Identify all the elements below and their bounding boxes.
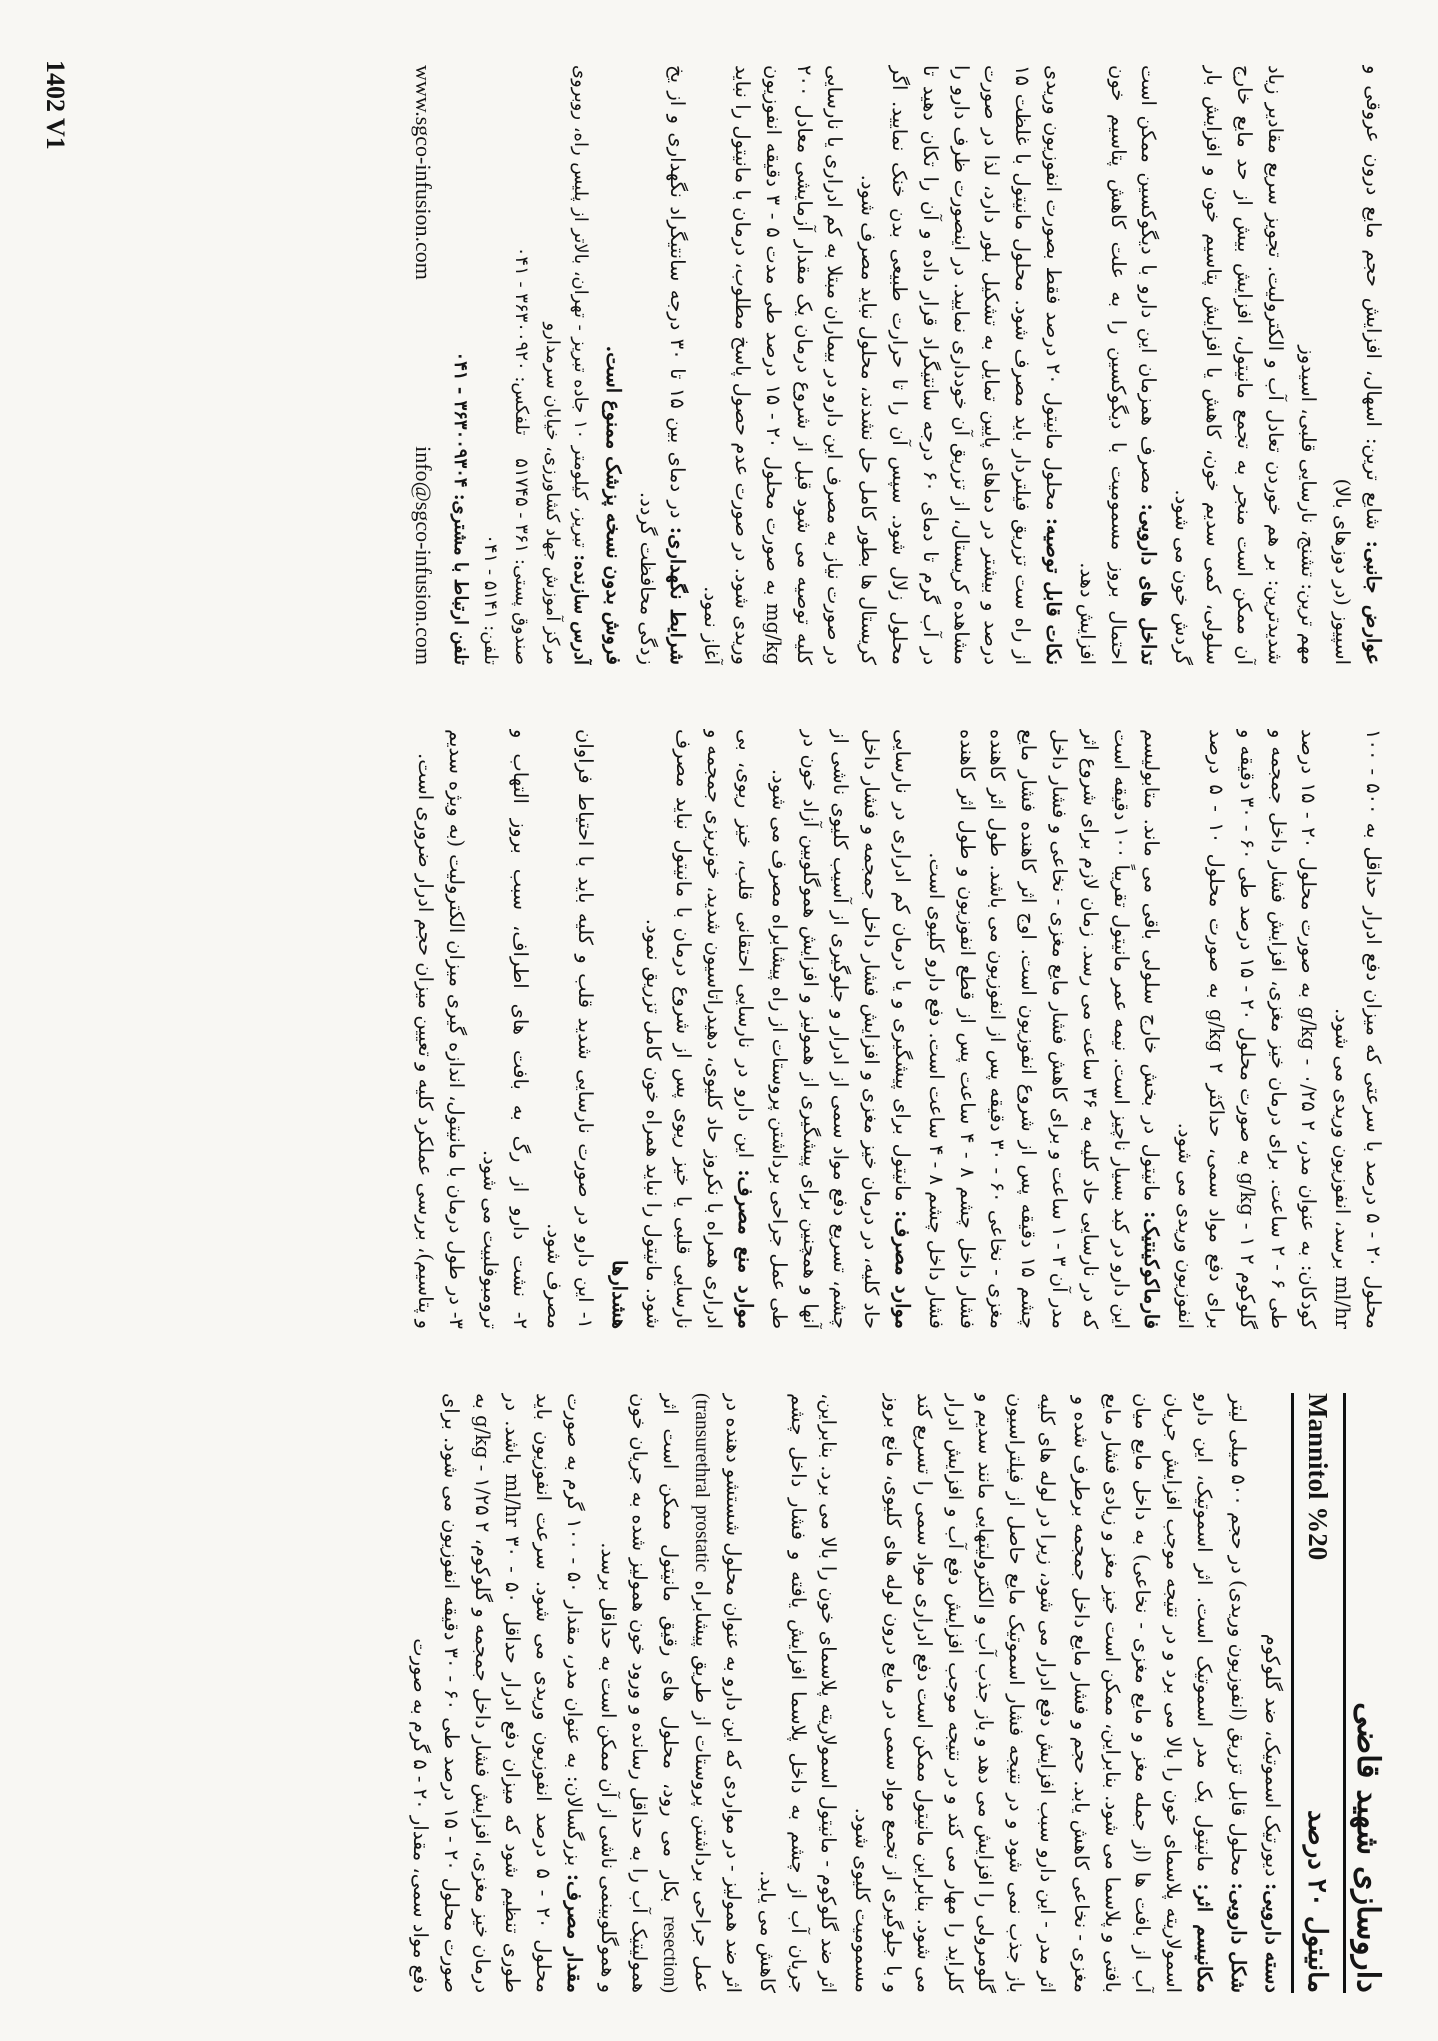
dosage-cont-p2: کودکان: به عنوان مدر، ۲ g/kg - ۰/۲۵ به صورت محلول ۲۰ - ۱۵ درصد طی ۶ - ۲ ساعت. برای درمان خیز مغزی، افزایش فشار داخل جمجمه و گلوکوم ۲ g/kg - ۱ به صورت محلول ۲۰ - ۱۵ درصد طی ۶۰ - ۳۰ دقیقه و برای دفع مواد سمی، حداکثر ۲ g/kg به صورت محلول ۱۰ - ۵ درصد انفوزیون وریدی می شود.: [1174, 729, 1321, 1329]
prescription-notice: فروش بدون نسخه پزشک ممنوع است.: [601, 345, 625, 665]
address-text: تبریز، کیلومتر ۱۰ جاده تبریز - تهران، بالاتر از پلیس راه، روبروی مرکز آموزش جهاد کشاورزی، خیابان سرمدارو: [542, 65, 592, 665]
fax: تلفکس: ۳۶۳۰۰۹۲۰ - ۰۴۱: [511, 246, 533, 436]
category-text: دیورتیک اسموتیک، ضد گلوکوم: [1260, 1633, 1284, 1877]
dosage-cont-p1: محلول ۲۰ - ۵ درصد با سرعتی که میزان دفع ادرار حداقل به ۵۰۰ - ۱۰۰ ml/hr برسد، انفوزیون وریدی می شود.: [1331, 729, 1385, 1329]
uses-text: مانیتول برای پیشگیری و یا درمان کم ادراری در نارسایی حاد کلیه، در درمان خیز مغزی و افزایش فشار داخل جمجمه و فشار داخل چشم، تسریع دفع مواد سمی از ادرار و جلوگیری از آسیب کلیوی ناشی از آنها و همچنین برای پیشگیری از همولیز و افزایش هموگلوبین آزاد خون در طی عمل جراحی برداشتن پروستات از راه پیشابراه مصرف می شود.: [767, 729, 915, 1329]
category-section: [1256, 1393, 1287, 1993]
notes-p1: محلول مانیتول ۲۰ درصد فقط بصورت انفوزیون وریدی از راه ست تزریق فیلتردار باید مصرف شود. محلول مانیتول با غلظت ۱۵ درصد و بیشتر در دماهای پایین تمایل به تشکیل بلور دارد، لذا در صورت مشاهده کریستال، از تزریق آن خودداری نمایید. در اینصورت ظرف دارو را در آب گرم تا دمای ۶۰ درجه سانتیگراد قرار داده و آن را تکان دهید تا محلول زلال شود. سپس آن را تا حرارت طبیعی بدن خنک نمایید. اگر کریستال ها بطور کامل حل نشدند، محلول نباید مصرف شود.: [857, 65, 1066, 665]
contraindications-text: این دارو در نارسایی احتقانی قلب، خیز ریوی، بی ادراری همراه با نکروز حاد کلیوی، دهیدراتاسیون شدید، خونریزی جمجمه و نارسایی قلبی یا خیز ریوی پس از شروع درمان با مانیتول نباید مصرف شود. مانیتول را نباید همراه خون کامل تزریق نمود.: [641, 729, 758, 1329]
version-label: 1402 V1: [41, 60, 70, 150]
contraindications-section: [637, 729, 760, 1329]
form-text: محلول قابل تزریق (انفوزیون وریدی) در حجم ۵۰۰ میلی لیتر: [1226, 1394, 1250, 1877]
column-3: [48, 65, 1388, 665]
drug-name-fa: مانیتول ۲۰ درصد: [1301, 1809, 1332, 1993]
side-effects-p2: مهم ترین: تشنج، نارسایی قلبی، اسیدوز: [1297, 345, 1321, 665]
header-rule: [1343, 1393, 1346, 1993]
mechanism-section: [1065, 1393, 1219, 1993]
pharmacokinetics-label: فارماکوکینتیک:: [1140, 1211, 1164, 1329]
side-effects-section: [1326, 65, 1388, 665]
dosage-label: مقدار مصرف:: [563, 1873, 587, 1993]
mechanism-p4-b: بکار می رود، محلول های رقیق مانیتول ممکن است اثر همولیتیک آب را به حداقل رسانده و ورود خون همولیز شده به جریان خون و هموگلوبینمی ناشی از آن ممکن است به حداقل برسد.: [596, 1393, 683, 1993]
contact-links-row: [405, 65, 440, 665]
mechanism-p1: مانیتول یک مدر اسموتیک است. اثر اسموتیک، این دارو اسمولاریته پلاسمای خون را بالا می برد و در نتیجه موجب افزایش جریان آب از بافت ها (از جمله مغز و مایع مغزی - نخاعی) به داخل مایع میان بافتی و پلاسما می شود. بنابراین، ممکن است خیز مغز و زیادی فشار مایع مغزی - نخاعی کاهش یابد. حجم و فشار مایع داخل جمجمه برطرف شده و: [1069, 1393, 1217, 1993]
interactions-label: تداخل های دارویی:: [1137, 503, 1161, 665]
category-label: دسته دارویی:: [1260, 1883, 1284, 1993]
storage-label: شرایط نگهداری:: [666, 526, 690, 665]
interactions-text: مصرف همزمان این دارو با دیگوکسین ممکن است احتمال بروز مسمومیت با دیگوکسین را به علت کاهش پتاسیم خون افزایش دهد.: [1075, 65, 1161, 665]
company-name: داروسازی شهید قاضی: [1350, 1702, 1386, 1993]
mechanism-p4-a: اثر ضد همولیز - در مواردی که این دارو به عنوان محلول شستشو دهنده در عمل جراحی برداشتن پروستات از طریق پیشابراه: [691, 1393, 746, 1993]
mechanism-p4-en: (transurethral prostatic resection): [659, 1393, 713, 1993]
pobox-fax-line: [507, 65, 535, 665]
notes-section: [852, 65, 1068, 665]
side-effects-p3: شدیدترین: بر هم خوردن تعادل آب و الکترولیت. تجویز سریع مقادیر زیاد آن ممکن است منجر به تجمع مانیتول، افزایش بیش از حد مایع خارج سلولی، کمی سدیم خون، کاهش یا افزایش پتاسیم خون و افزایش بار گردش خون می شود.: [1171, 65, 1287, 665]
form-label: شکل دارویی:: [1226, 1882, 1250, 1993]
title-rule: [1291, 1393, 1294, 1993]
interactions-section: [1071, 65, 1163, 665]
mechanism-label: مکانیسم اثر:: [1193, 1883, 1217, 1993]
warning-item: ۲- نشت دارو از رگ به بافت های اطراف، سبب بروز التهاب و ترومبوفلبیت می شود.: [478, 729, 533, 1329]
uses-label: موارد مصرف:: [891, 1210, 915, 1329]
website-link[interactable]: www.sgco-infusion.com: [410, 65, 436, 280]
drug-title-row: [1296, 1393, 1339, 1993]
pobox: صندوق پستی: ۳۶۱ - ۵۱۷۴۵: [511, 458, 533, 665]
phone: تلفن: ۵۱۴۱ - ۰۴۱: [480, 534, 502, 665]
email-link[interactable]: info@sgco-infusion.com: [410, 446, 436, 665]
contraindications-label: موارد منع مصرف:: [734, 1169, 758, 1329]
form-section: [1222, 1393, 1253, 1993]
pharmacokinetics-text: مانیتول در بخش خارج سلولی باقی می ماند. متابولیسم این دارو در کبد بسیار ناچیز است. نیمه عمر مانیتول تقریباً ۱۰۰ دقیقه است که در نارسایی حاد کلیه به ۳۶ ساعت می رسد. زمان لازم برای شروع اثر مدر آن ۳ - ۱ ساعت و برای کاهش فشار مایع مغزی - نخاعی و فشار داخل چشم ۱۵ دقیقه پس از شروع انفوزیون است. اوج اثر کاهنده فشار مایع مغزی - نخاعی ۶۰ - ۳۰ دقیقه پس از انفوزیون می باشد. طول اثر کاهنده فشار داخل چشم ۸ - ۴ ساعت پس از قطع انفوزیون و طول اثر کاهنده فشار داخل چشم ۸ - ۴ ساعت است. دفع دارو کلیوی است.: [924, 729, 1164, 1329]
mechanism-p3: اثر ضد گلوکوم - مانیتول اسمولاریته پلاسمای خون را بالا می برد. بنابراین، جریان آب از چشم به داخل پلاسما افزایش یافته و فشار داخل چشم کاهش می یابد.: [755, 1393, 841, 1993]
mechanism-p4: [592, 1393, 748, 1993]
dosage-text: بزرگسالان: به عنوان مدر، مقدار ۵۰ - ۱۰۰ گرم به صورت محلول ۲۰ - ۵ درصد انفوزیون وریدی می شود. سرعت انفوزیون باید طوری تنظیم شود که میزان دفع ادرار حداقل ۵۰ - ۳۰ ml/hr باشد. در درمان خیز مغزی، افزایش فشار داخل جمجمه و گلوکوم، ۲ g/kg - ۱/۲۵ به صورت محلول ۲۰ - ۱۵ درصد طی ۶۰ - ۳۰ دقیقه انفوزیون می شود. برای دفع مواد سمی، مقدار ۲۰ - ۵ گرم به صورت: [409, 1393, 587, 1993]
notes-label: نکات قابل توصیه:: [1042, 517, 1066, 665]
column-1: [48, 1393, 1388, 1993]
side-effects-label: عوارض جانبی:: [1362, 540, 1385, 665]
storage-text: در دمای بین ۱۵ تا ۳۰ درجه سانتیگراد نگهداری و از یخ زدگی محافظت گردد.: [635, 65, 690, 665]
warning-item: ۳- در طول درمان با مانیتول، اندازه گیری میزان الکترولیت (به ویژه سدیم و پتاسیم)، بررسی عملکرد کلیه و تعیین میزان حجم ادرار ضروری است.: [414, 729, 468, 1329]
warning-item: ۱- این دارو در صورت نارسایی شدید قلب و کلیه باید با احتیاط فراوان مصرف شود.: [543, 729, 598, 1329]
column-2: [48, 729, 1388, 1329]
drug-name-en: Mannitol %20: [1302, 1393, 1333, 1561]
dosage-section: [404, 1393, 589, 1993]
mechanism-p2: اثر مدر - این دارو سبب افزایش دفع ادرار می شود، زیرا در لوله های کلیه باز جذب نمی شود و در نتیجه فشار اسموتیک مایع حاصل از فیلتراسیون گلومرولی را افزایش می دهد و باز جذب آب و الکترولیتهایی مانند سدیم و کلراید را مهار می کند و در نتیجه موجب افزایش دفع آب و افزایش ادرار می شود. بنابراین مانیتول ممکن است دفع ادراری مواد سمی را تسریع کند و با جلوگیری از تجمع مواد سمی در مایع درون لوله های کلیوی، مانع بروز مسمومیت کلیوی شود.: [851, 1393, 1060, 1993]
side-effects-p1: شایع ترین: اسهال، افزایش حجم مایع درون عروقی و اسپیوز (در دوزهای بالا): [1331, 65, 1385, 665]
warnings-label: هشدارها: [607, 1260, 631, 1329]
manufacturer-address: [538, 65, 594, 665]
uses-section: [763, 729, 917, 1329]
warnings-section: [603, 729, 634, 1329]
notes-p2: در صورت نیاز به مصرف این دارو در بیماران مبتلا به کم ادراری یا نارسایی کلیه توصیه می شود قبل از شروع درمان یک مقدار آزمایشی معادل ۲۰۰ mg/kg به صورت محلول ۲۰ - ۱۵ درصد طی مدت ۵ - ۳ دقیقه انفوزیون وریدی شود. در صورت عدم حصول پاسخ مطلوب، درمان با مانیتول را نباید آغاز نمود.: [700, 65, 847, 665]
customer-phone: تلفن ارتباط با مشتری: ۳۶۳۰۰۹۳۰۴ - ۰۴۱: [449, 351, 471, 665]
storage-section: [631, 65, 693, 665]
pharmacokinetics-section: [920, 729, 1166, 1329]
address-label: آدرس سازنده:: [570, 554, 592, 665]
